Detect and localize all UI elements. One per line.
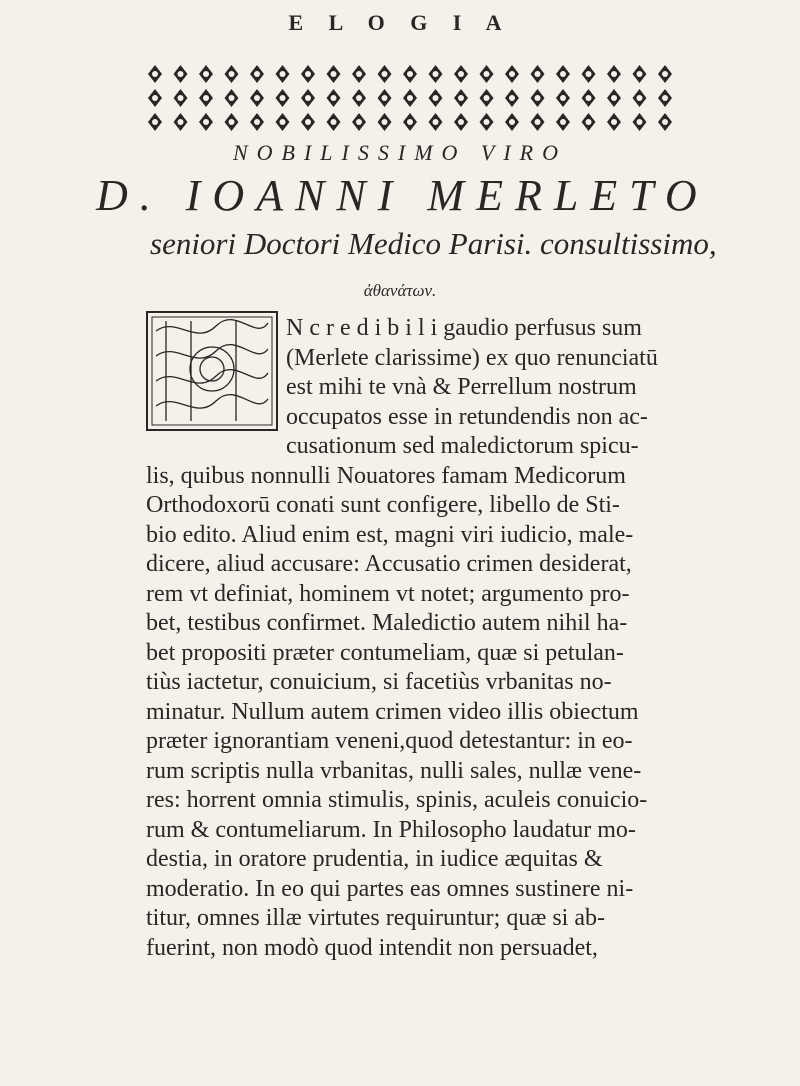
text-line: res: horrent omnia stimulis, spinis, aculeis conuicio- [146,787,648,813]
ornament-dot [662,119,668,125]
ornament-dot [152,95,158,101]
ornament-dot [560,95,566,101]
text-line: fuerint, non modò quod intendit non persuadet, [146,934,598,961]
dedication-line-2: D. IOANNI MERLETO [96,171,709,220]
dedication-line-1: NOBILISSIMO VIRO [232,140,568,165]
ornament-dot [229,71,235,77]
text-line: lis, quibus nonnulli Nouatores famam Medicorum [146,462,626,489]
ornament-dot [382,71,388,77]
ornament-dot [382,119,388,125]
ornament-dot [229,119,235,125]
ornament-dot [484,71,490,77]
ornament-dot [331,95,337,101]
text-line: cusationum sed maledictorum spicu- [286,433,639,459]
headpiece-ornament [142,62,688,134]
ornament-dot [560,119,566,125]
ornament-dot [254,71,260,77]
dedication-line-3: seniori Doctori Medico Parisi. consultissimo, [150,226,717,261]
ornament-dot [637,95,643,101]
ornament-dot [331,71,337,77]
ornament-dot [356,71,362,77]
ornament-dot [305,71,311,77]
ornament-dot [611,71,617,77]
text-line: bio edito. Aliud enim est, magni viri iudicio, male- [146,521,634,548]
text-line: tiùs iactetur, conuicium, si facetiùs vrbanitas no- [146,669,612,695]
ornament-dot [535,119,541,125]
ornament-dot [586,95,592,101]
ornament-dot [331,119,337,125]
ornament-dot [280,71,286,77]
ornament-dot [535,95,541,101]
ornament-dot [637,119,643,125]
ornament-dot [305,119,311,125]
ornament-dot [433,119,439,125]
text-line: bet propositi præter contumeliam, quæ si petulan- [146,639,624,666]
ornament-dot [407,71,413,77]
text-line: rem vt definiat, hominem vt notet; argumento pro- [146,580,630,607]
ornament-dot [356,119,362,125]
ornament-dot [586,71,592,77]
text-line: bet, testibus confirmet. Maledictio autem nihil ha- [146,610,628,636]
ornament-dot [535,71,541,77]
ornament-dot [356,95,362,101]
ornament-dot [203,95,209,101]
running-head: E L O G I A [288,10,512,35]
body-text [146,314,686,963]
text-line: N c r e d i b i l i gaudio perfusus sum [286,315,642,341]
ornament-dot [203,119,209,125]
ornament-dot [152,71,158,77]
ornament-dot [203,71,209,77]
text-line: minatur. Nullum autem crimen video illis obiectum [146,698,639,725]
ornament-dot [407,119,413,125]
ornament-dot [305,95,311,101]
ornament-dot [178,95,184,101]
ornament-dot [178,71,184,77]
text-line: rum & contumeliarum. In Philosopho laudatur mo- [146,816,636,843]
ornament-dot [560,71,566,77]
greek-word: ἀθανάτων. [363,281,437,300]
text-line: dicere, aliud accusare: Accusatio crimen desiderat, [146,551,632,577]
ornament-dot [382,95,388,101]
ornament-dot [458,95,464,101]
text-line: titur, omnes illæ virtutes requiruntur; quæ si ab- [146,905,605,931]
ornament-dot [484,119,490,125]
ornament-dot [178,119,184,125]
text-line: rum scriptis nulla vrbanitas, nulli sales, nullæ vene- [146,757,642,784]
ornament-dot [509,71,515,77]
ornament-dot [254,119,260,125]
ornament-dot [662,95,668,101]
text-line: occupatos esse in retundendis non ac- [286,403,648,430]
text-line: destia, in oratore prudentia, in iudice æquitas & [146,846,603,872]
ornament-dot [280,119,286,125]
ornament-dot [458,71,464,77]
ornament-dot [433,95,439,101]
ornament-dot [637,71,643,77]
ornament-dot [509,95,515,101]
ornament-dot [229,95,235,101]
ornament-dot [484,95,490,101]
ornament-dot [152,119,158,125]
ornament-dot [433,71,439,77]
text-line: est mihi te vnà & Perrellum nostrum [286,374,637,400]
ornament-dot [586,119,592,125]
ornament-dot [458,119,464,125]
ornament-dot [407,95,413,101]
ornament-dot [280,95,286,101]
ornament-dot [662,71,668,77]
text-line: (Merlete clarissime) ex quo renunciatū [286,344,658,371]
ornament-dot [611,119,617,125]
ornament-dot [254,95,260,101]
text-line: moderatio. In eo qui partes eas omnes sustinere ni- [146,875,634,902]
ornament-dot [509,119,515,125]
text-line: Orthodoxorū conati sunt configere, libello de Sti- [146,492,620,518]
ornament-dot [611,95,617,101]
text-line: præter ignorantiam veneni,quod detestantur: in eo- [146,728,633,754]
